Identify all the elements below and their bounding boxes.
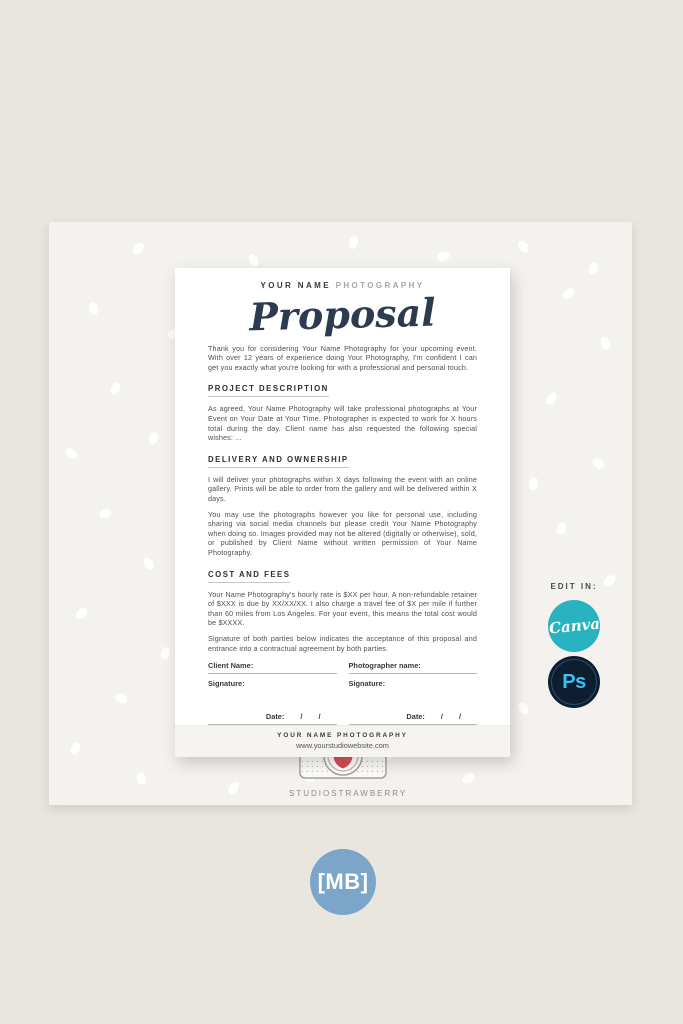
client-signature-label: Signature: [208, 679, 245, 689]
document-header [208, 281, 477, 340]
studio-name: STUDIOSTRAWBERRY [289, 789, 408, 798]
edit-in-panel [546, 582, 602, 712]
document-title: Proposal [248, 289, 437, 340]
edit-in-label: EDIT IN: [550, 582, 598, 591]
signature-block [208, 661, 477, 725]
date-slash: / [458, 712, 461, 722]
section-heading: DELIVERY AND OWNERSHIP [208, 455, 349, 468]
client-signature-column [208, 661, 337, 725]
section-delivery-ownership [208, 449, 477, 558]
brand-strong: YOUR NAME [260, 281, 331, 290]
photographer-signature-label: Signature: [348, 679, 386, 689]
date-label: Date: [406, 712, 425, 722]
section-paragraph: As agreed, Your Name Photography will take professional photographs at Your Event on Your Date at Your Time. Photographer is expected to work for X hours total during the day. Client name has also requested the following special wishes: ... [208, 404, 477, 443]
date-slash: / [318, 712, 321, 722]
section-paragraph: Your Name Photography's hourly rate is $XX per hour. A non-refundable retainer of $XXX is due by XX/XX/XX. I also charge a travel fee of $X per mile if further than 60 miles from Los Angeles. For your event, this means the total cost would be $XXXX. [208, 589, 477, 628]
client-name-field[interactable]: Client Name: [208, 661, 337, 674]
canva-logo-icon[interactable] [548, 600, 600, 652]
footer-website: www.yourstudiowebsite.com [296, 741, 389, 751]
section-paragraph: Signature of both parties below indicates the acceptance of this proposal and entrance into a contractual agreement by both parties. [208, 633, 477, 653]
section-cost-fees [208, 564, 477, 654]
document-brand [208, 281, 477, 290]
date-slash: / [440, 712, 443, 722]
brand-light: PHOTOGRAPHY [335, 281, 425, 290]
date-slash: / [300, 712, 303, 722]
section-paragraph: You may use the photographs however you like for personal use, including sharing via social media channels but please credit Your Name Photography when doing so. Images provided may not be altered (digitally or otherwise), sold, or published by Client Name without written permission of Your Name Photography. [208, 509, 477, 557]
proposal-document [175, 268, 510, 757]
photographer-signature-column [349, 661, 478, 725]
section-heading: COST AND FEES [208, 570, 290, 583]
photographer-name-field[interactable]: Photographer name: [349, 661, 478, 674]
intro-paragraph: Thank you for considering Your Name Photography for your upcoming event. With over 12 years of experience doing Your Photography, I'm confident I can get you exactly what you're looking for with a professional and personal touch. [208, 343, 477, 372]
photoshop-logo-text: Ps [562, 670, 586, 693]
footer-brand: YOUR NAME PHOTOGRAPHY [277, 732, 408, 740]
section-heading: PROJECT DESCRIPTION [208, 384, 329, 397]
client-date-field[interactable] [208, 712, 337, 725]
photoshop-logo-icon[interactable] [548, 656, 600, 708]
date-label: Date: [265, 712, 285, 722]
canva-logo-text: Canva [547, 614, 601, 638]
mb-watermark-text: [MB] [317, 869, 369, 894]
section-paragraph: I will deliver your photographs within X days following the event with an online gallery. Prints will be able to order from the gallery and will be delivered within X days. [208, 474, 477, 504]
mb-watermark [310, 849, 376, 915]
photographer-date-field[interactable] [349, 712, 478, 725]
document-footer [175, 725, 510, 757]
section-project-description [208, 378, 477, 442]
